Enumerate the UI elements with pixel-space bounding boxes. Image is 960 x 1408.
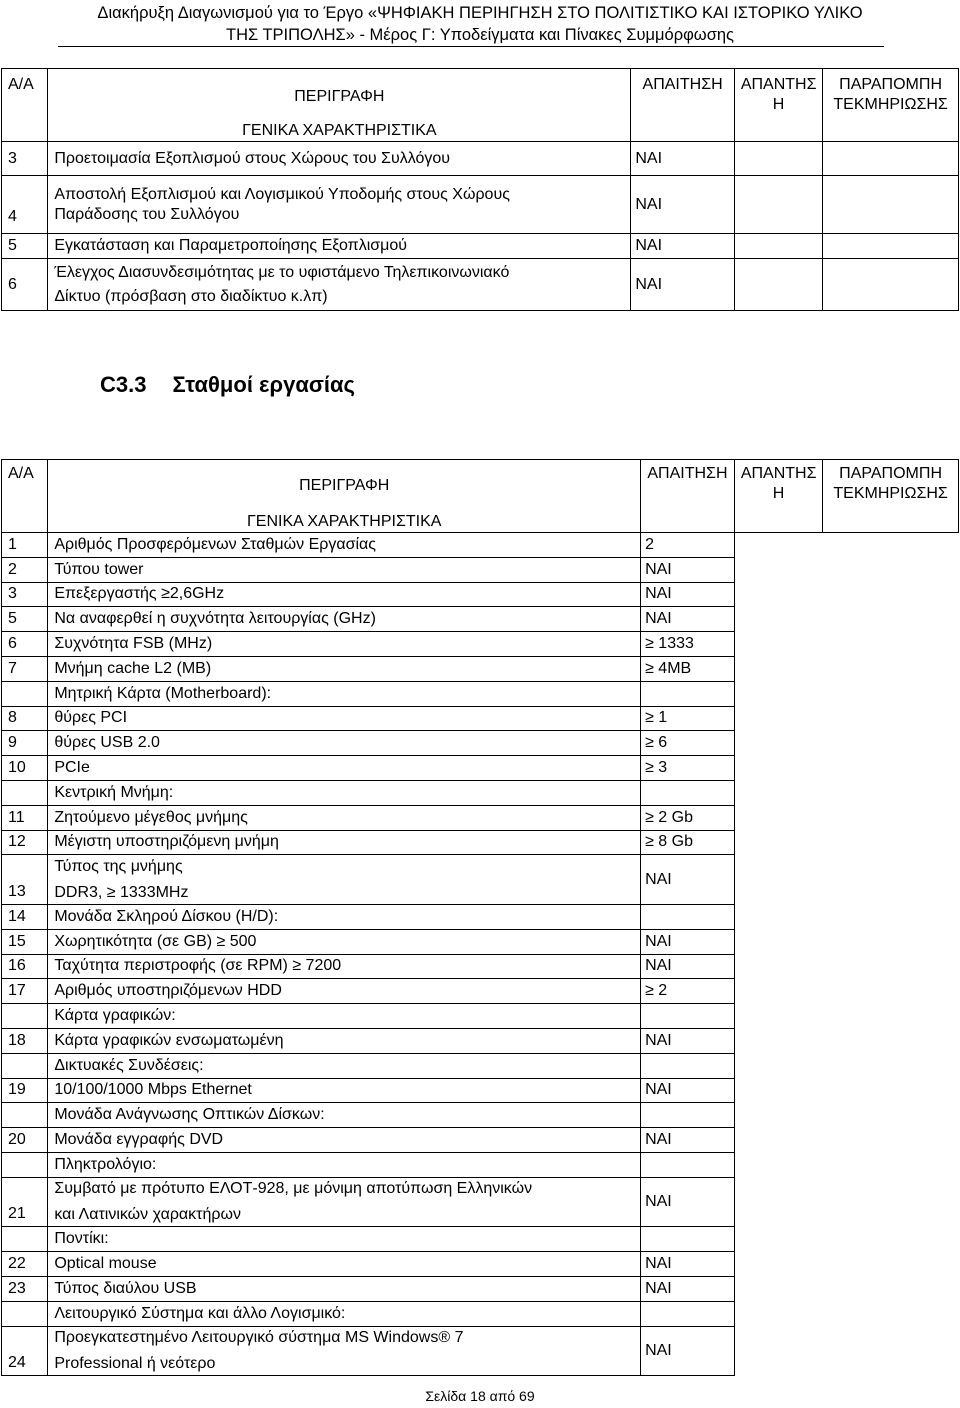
row-reference[interactable] — [823, 1078, 959, 1103]
row-reference[interactable] — [823, 1053, 959, 1078]
row-requirement: ΝΑΙ — [641, 1028, 735, 1053]
row-reference[interactable] — [823, 706, 959, 731]
row-description — [48, 855, 641, 905]
row-number: 3 — [2, 142, 48, 176]
col-answer — [734, 69, 822, 142]
header-line-1: Διακήρυξη Διαγωνισμού για το Έργο «ΨΗΦΙΑΚΗ ΠΕΡΙΗΓΗΣΗ ΣΤΟ ΠΟΛΙΤΙΣΤΙΚΟ ΚΑΙ ΙΣΤΟΡΙΚΟ ΥΛΙΚΟ — [97, 4, 863, 22]
row-requirement — [641, 681, 735, 706]
row-requirement — [641, 904, 735, 929]
row-answer[interactable] — [734, 582, 822, 607]
row-answer[interactable] — [734, 1152, 822, 1177]
table-header-row — [2, 69, 959, 142]
row-number — [2, 780, 48, 805]
row-description — [48, 259, 631, 311]
row-answer[interactable] — [734, 1227, 822, 1252]
table-header-row — [2, 460, 959, 533]
table-row — [2, 1301, 959, 1326]
general-characteristics-label: ΓΕΝΙΚΑ ΧΑΡΑΚΤΗΡΙΣΤΙΚΑ — [242, 122, 437, 139]
row-number: 22 — [2, 1252, 48, 1277]
col-requirement: ΑΠΑΙΤΗΣΗ — [631, 69, 734, 142]
row-number: 20 — [2, 1128, 48, 1153]
row-number: 8 — [2, 706, 48, 731]
row-number: 14 — [2, 904, 48, 929]
row-answer[interactable] — [734, 234, 822, 259]
section-title-text: Σταθμοί εργασίας — [172, 372, 355, 397]
table-row — [2, 632, 959, 657]
row-description-line2: και Λατινικών χαρακτήρων — [54, 1206, 241, 1224]
col-description — [48, 460, 641, 533]
row-reference[interactable] — [823, 1152, 959, 1177]
row-description-line1: Αποστολή Εξοπλισμού και Λογισμικού Υποδομής στους Χώρους — [54, 185, 510, 203]
col-reference-line1: ΠΑΡΑΠΟΜΠΗ — [839, 76, 942, 93]
row-requirement: ΝΑΙ — [641, 954, 735, 979]
row-description: Τύπος διαύλου USB — [48, 1276, 641, 1301]
row-description: Τύπου tower — [48, 557, 641, 582]
row-reference[interactable] — [823, 731, 959, 756]
col-requirement: ΑΠΑΙΤΗΣΗ — [641, 460, 735, 533]
row-reference[interactable] — [823, 855, 959, 905]
row-requirement: ΝΑΙ — [641, 582, 735, 607]
row-answer[interactable] — [734, 681, 822, 706]
requirements-table-workstations — [1, 459, 959, 1376]
row-number — [2, 1103, 48, 1128]
row-reference[interactable] — [823, 1103, 959, 1128]
row-description: Κεντρική Μνήμη: — [48, 780, 641, 805]
col-answer-line1: ΑΠΑΝΤΗΣ — [740, 76, 817, 93]
col-answer-line2: Η — [772, 485, 785, 502]
row-requirement — [641, 1004, 735, 1029]
row-description — [48, 176, 631, 234]
row-description: Εγκατάσταση και Παραμετροποίησης Εξοπλισμού — [48, 234, 631, 259]
row-number: 6 — [2, 632, 48, 657]
row-requirement — [641, 1152, 735, 1177]
row-answer[interactable] — [734, 830, 822, 855]
row-requirement: ΝΑΙ — [641, 1276, 735, 1301]
row-description — [48, 1326, 641, 1376]
row-requirement: ΝΑΙ — [631, 259, 734, 311]
col-reference — [823, 69, 959, 142]
table-row — [2, 1177, 959, 1227]
row-answer[interactable] — [734, 756, 822, 781]
table-row — [2, 1053, 959, 1078]
row-answer[interactable] — [734, 1078, 822, 1103]
table-row — [2, 904, 959, 929]
section-code: C3.3 — [100, 372, 147, 397]
row-description: Μνήμη cache L2 (MB) — [48, 656, 641, 681]
row-description: Optical mouse — [48, 1252, 641, 1277]
row-number — [2, 1301, 48, 1326]
row-answer[interactable] — [734, 855, 822, 905]
requirements-table-general — [1, 68, 959, 311]
col-reference — [823, 460, 959, 533]
row-number — [2, 1227, 48, 1252]
row-number: 16 — [2, 954, 48, 979]
row-requirement: ΝΑΙ — [631, 176, 734, 234]
table-row — [2, 259, 959, 311]
row-description: Μονάδα Ανάγνωσης Οπτικών Δίσκων: — [48, 1103, 641, 1128]
table-row — [2, 1078, 959, 1103]
table-row — [2, 142, 959, 176]
row-requirement: ≥ 4MB — [641, 656, 735, 681]
row-answer[interactable] — [734, 176, 822, 234]
row-requirement: ΝΑΙ — [641, 607, 735, 632]
row-reference[interactable] — [823, 805, 959, 830]
row-reference[interactable] — [823, 142, 959, 176]
row-number: 3 — [2, 582, 48, 607]
page-header — [0, 0, 960, 46]
row-answer[interactable] — [734, 557, 822, 582]
row-number: 6 — [2, 259, 48, 311]
col-description-label: ΠΕΡΙΓΡΑΦΗ — [299, 477, 390, 494]
row-number: 13 — [2, 855, 48, 905]
row-reference[interactable] — [823, 1177, 959, 1227]
table-row — [2, 706, 959, 731]
row-answer[interactable] — [734, 533, 822, 558]
row-reference[interactable] — [823, 607, 959, 632]
row-requirement: ΝΑΙ — [641, 557, 735, 582]
row-number: 21 — [2, 1177, 48, 1227]
table-row — [2, 656, 959, 681]
row-reference[interactable] — [823, 904, 959, 929]
row-description: Μέγιστη υποστηριζόμενη μνήμη — [48, 830, 641, 855]
row-requirement: ΝΑΙ — [641, 1326, 735, 1376]
row-answer[interactable] — [734, 632, 822, 657]
row-requirement: ≥ 1 — [641, 706, 735, 731]
row-reference[interactable] — [823, 1128, 959, 1153]
row-answer[interactable] — [734, 706, 822, 731]
table-row — [2, 1103, 959, 1128]
row-requirement: ΝΑΙ — [641, 1177, 735, 1227]
table-row — [2, 533, 959, 558]
row-answer[interactable] — [734, 259, 822, 311]
row-description: Ταχύτητα περιστροφής (σε RPM) ≥ 7200 — [48, 954, 641, 979]
col-reference-line1: ΠΑΡΑΠΟΜΠΗ — [839, 465, 942, 482]
table-row — [2, 780, 959, 805]
table-row — [2, 1028, 959, 1053]
row-number: 5 — [2, 607, 48, 632]
row-reference[interactable] — [823, 656, 959, 681]
row-description: Πληκτρολόγιο: — [48, 1152, 641, 1177]
row-description-line1: Έλεγχος Διασυνδεσιμότητας με το υφιστάμενο Τηλεπικοινωνιακό — [54, 263, 510, 281]
row-description-line1: Συμβατό με πρότυπο ΕΛΟΤ-928, με μόνιμη αποτύπωση Ελληνικών — [54, 1180, 533, 1198]
row-answer[interactable] — [734, 929, 822, 954]
row-reference[interactable] — [823, 1028, 959, 1053]
row-answer[interactable] — [734, 979, 822, 1004]
row-reference[interactable] — [823, 1252, 959, 1277]
row-number: 2 — [2, 557, 48, 582]
row-number: 17 — [2, 979, 48, 1004]
table-row — [2, 1152, 959, 1177]
row-reference[interactable] — [823, 533, 959, 558]
table-row — [2, 1128, 959, 1153]
row-reference[interactable] — [823, 234, 959, 259]
row-reference[interactable] — [823, 1227, 959, 1252]
row-answer[interactable] — [734, 1276, 822, 1301]
row-reference[interactable] — [823, 1004, 959, 1029]
col-aa: Α/Α — [2, 69, 48, 142]
table-row — [2, 731, 959, 756]
table-row — [2, 607, 959, 632]
row-description: Συχνότητα FSB (MHz) — [48, 632, 641, 657]
row-number: 1 — [2, 533, 48, 558]
row-answer[interactable] — [734, 656, 822, 681]
table-row — [2, 756, 959, 781]
table-row — [2, 1227, 959, 1252]
row-answer[interactable] — [734, 1028, 822, 1053]
table-row — [2, 1326, 959, 1376]
row-reference[interactable] — [823, 557, 959, 582]
col-answer-line2: Η — [772, 96, 785, 113]
row-requirement — [641, 1103, 735, 1128]
row-number: 9 — [2, 731, 48, 756]
table-row — [2, 1252, 959, 1277]
table-row — [2, 855, 959, 905]
row-answer[interactable] — [734, 731, 822, 756]
row-description-line1: Προεγκατεστημένο Λειτουργικό σύστημα MS Windows® 7 — [54, 1328, 464, 1346]
row-answer[interactable] — [734, 1053, 822, 1078]
table-row — [2, 681, 959, 706]
row-number: 12 — [2, 830, 48, 855]
row-description: Κάρτα γραφικών ενσωματωμένη — [48, 1028, 641, 1053]
row-requirement: ΝΑΙ — [641, 1078, 735, 1103]
row-answer[interactable] — [734, 607, 822, 632]
row-answer[interactable] — [734, 780, 822, 805]
row-number: 15 — [2, 929, 48, 954]
row-reference[interactable] — [823, 1276, 959, 1301]
table-row — [2, 979, 959, 1004]
col-description-label: ΠΕΡΙΓΡΑΦΗ — [294, 88, 385, 105]
row-number — [2, 681, 48, 706]
row-answer[interactable] — [734, 1128, 822, 1153]
row-number: 10 — [2, 756, 48, 781]
row-requirement: ΝΑΙ — [641, 1128, 735, 1153]
row-answer[interactable] — [734, 1301, 822, 1326]
col-reference-line2: ΤΕΚΜΗΡΙΩΣΗΣ — [833, 96, 948, 113]
row-number — [2, 1053, 48, 1078]
row-requirement: ΝΑΙ — [641, 929, 735, 954]
row-requirement: ≥ 2 — [641, 979, 735, 1004]
row-requirement: 2 — [641, 533, 735, 558]
table-row — [2, 830, 959, 855]
row-description-line2: DDR3, ≥ 1333MHz — [54, 883, 189, 901]
table-row — [2, 805, 959, 830]
row-description-line1: Τύπος της μνήμης — [54, 857, 183, 875]
col-answer-line1: ΑΠΑΝΤΗΣ — [740, 465, 817, 482]
row-reference[interactable] — [823, 582, 959, 607]
general-characteristics-label: ΓΕΝΙΚΑ ΧΑΡΑΚΤΗΡΙΣΤΙΚΑ — [246, 513, 442, 530]
workstation-rows — [2, 533, 959, 1376]
row-description-line2: Δίκτυο (πρόσβαση στο διαδίκτυο κ.λπ) — [54, 287, 328, 305]
row-description: Προετοιμασία Εξοπλισμού στους Χώρους του Συλλόγου — [48, 142, 631, 176]
row-requirement: ≥ 3 — [641, 756, 735, 781]
row-reference[interactable] — [823, 756, 959, 781]
table-row — [2, 557, 959, 582]
row-description: Αριθμός Προσφερόμενων Σταθμών Εργασίας — [48, 533, 641, 558]
row-reference[interactable] — [823, 1326, 959, 1376]
col-reference-line2: ΤΕΚΜΗΡΙΩΣΗΣ — [833, 485, 948, 502]
row-description: PCIe — [48, 756, 641, 781]
row-number: 4 — [2, 176, 48, 234]
row-answer[interactable] — [734, 805, 822, 830]
col-answer — [734, 460, 822, 533]
row-description: Δικτυακές Συνδέσεις: — [48, 1053, 641, 1078]
row-description: Ποντίκι: — [48, 1227, 641, 1252]
row-requirement: ≥ 8 Gb — [641, 830, 735, 855]
table-row — [2, 1276, 959, 1301]
row-requirement: ΝΑΙ — [641, 855, 735, 905]
row-reference[interactable] — [823, 954, 959, 979]
row-description: Μονάδα εγγραφής DVD — [48, 1128, 641, 1153]
row-answer[interactable] — [734, 1326, 822, 1376]
row-requirement: ΝΑΙ — [641, 1252, 735, 1277]
row-requirement: ΝΑΙ — [631, 234, 734, 259]
row-number — [2, 1004, 48, 1029]
table-row — [2, 234, 959, 259]
row-description: Ζητούμενο μέγεθος μνήμης — [48, 805, 641, 830]
row-reference[interactable] — [823, 176, 959, 234]
row-description: Επεξεργαστής ≥2,6GHz — [48, 582, 641, 607]
row-number — [2, 1152, 48, 1177]
row-description: 10/100/1000 Mbps Ethernet — [48, 1078, 641, 1103]
row-requirement — [641, 780, 735, 805]
row-requirement: ≥ 2 Gb — [641, 805, 735, 830]
row-number: 19 — [2, 1078, 48, 1103]
row-answer[interactable] — [734, 1103, 822, 1128]
row-requirement — [641, 1301, 735, 1326]
table-row — [2, 1004, 959, 1029]
row-reference[interactable] — [823, 1301, 959, 1326]
row-requirement: ≥ 1333 — [641, 632, 735, 657]
table-row — [2, 176, 959, 234]
row-reference[interactable] — [823, 780, 959, 805]
row-description: θύρες PCI — [48, 706, 641, 731]
row-number: 11 — [2, 805, 48, 830]
row-description: Μητρική Κάρτα (Motherboard): — [48, 681, 641, 706]
row-description: Λειτουργικό Σύστημα και άλλο Λογισμικό: — [48, 1301, 641, 1326]
row-reference[interactable] — [823, 632, 959, 657]
row-number: 18 — [2, 1028, 48, 1053]
col-description — [48, 69, 631, 142]
row-requirement: ≥ 6 — [641, 731, 735, 756]
header-rule — [58, 46, 884, 47]
row-reference[interactable] — [823, 830, 959, 855]
section-title — [100, 372, 355, 398]
row-number: 23 — [2, 1276, 48, 1301]
row-description: Χωρητικότητα (σε GB) ≥ 500 — [48, 929, 641, 954]
row-requirement: ΝΑΙ — [631, 142, 734, 176]
row-answer[interactable] — [734, 142, 822, 176]
row-description: Να αναφερθεί η συχνότητα λειτουργίας (GHz) — [48, 607, 641, 632]
row-number: 5 — [2, 234, 48, 259]
row-reference[interactable] — [823, 929, 959, 954]
table-row — [2, 954, 959, 979]
page-footer: Σελίδα 18 από 69 — [425, 1388, 535, 1404]
header-line-2: ΤΗΣ ΤΡΙΠΟΛΗΣ» - Μέρος Γ: Υποδείγματα και Πίνακες Συμμόρφωσης — [225, 26, 735, 44]
col-aa: Α/Α — [2, 460, 48, 533]
table-row — [2, 929, 959, 954]
row-requirement — [641, 1053, 735, 1078]
row-number: 24 — [2, 1326, 48, 1376]
row-description: Κάρτα γραφικών: — [48, 1004, 641, 1029]
row-description-line2: Παράδοσης του Συλλόγου — [54, 205, 240, 223]
row-answer[interactable] — [734, 1004, 822, 1029]
row-reference[interactable] — [823, 979, 959, 1004]
row-answer[interactable] — [734, 954, 822, 979]
row-description-line2: Professional ή νεότερο — [54, 1354, 216, 1372]
row-answer[interactable] — [734, 1177, 822, 1227]
row-description: θύρες USB 2.0 — [48, 731, 641, 756]
row-requirement — [641, 1227, 735, 1252]
row-answer[interactable] — [734, 904, 822, 929]
row-description: Αριθμός υποστηριζόμενων HDD — [48, 979, 641, 1004]
table-row — [2, 582, 959, 607]
row-number: 7 — [2, 656, 48, 681]
row-reference[interactable] — [823, 259, 959, 311]
row-answer[interactable] — [734, 1252, 822, 1277]
row-reference[interactable] — [823, 681, 959, 706]
row-description — [48, 1177, 641, 1227]
row-description: Μονάδα Σκληρού Δίσκου (H/D): — [48, 904, 641, 929]
